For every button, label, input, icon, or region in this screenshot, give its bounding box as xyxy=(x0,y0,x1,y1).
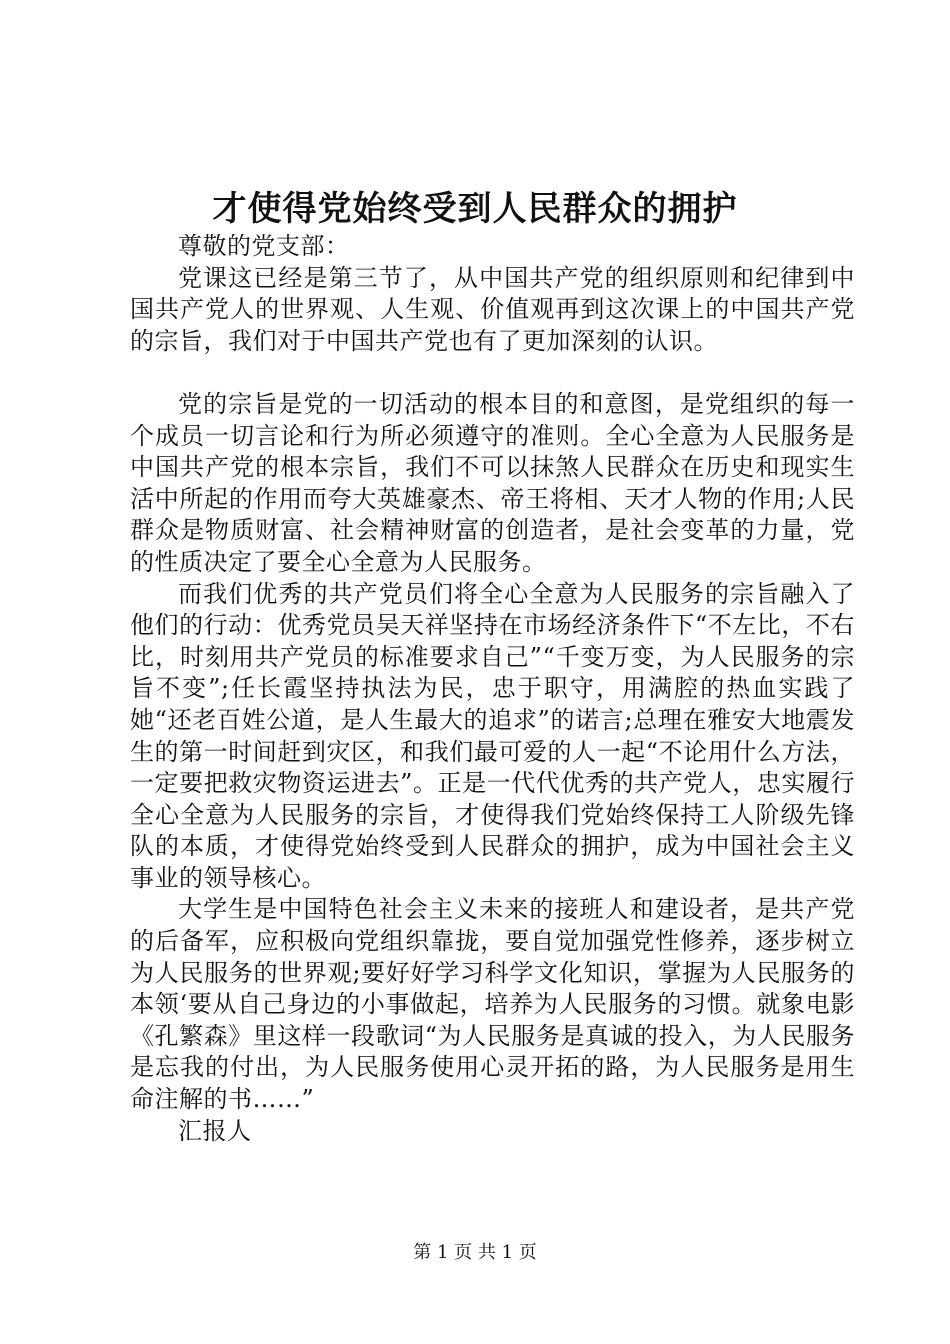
paragraph-3: 而我们优秀的共产党员们将全心全意为人民服务的宗旨融入了他们的行动：优秀党员吴天祥坚持在市场经济条件下“不左比，不右比，时刻用共产党员的标准要求自己”“千变万变，为人民服务的宗旨不变”;任长霞坚持执法为民，忠于职守，用满腔的热血实践了她“还老百姓公道，是人生最大的追求”的诺言;总理在雅安大地震发生的第一时间赶到灾区，和我们最可爱的人一起“不论用什么方法，一定要把救灾物资运进去”。正是一代代优秀的共产党人，忠实履行全心全意为人民服务的宗旨，才使得我们党始终保持工人阶级先锋队的本质，才使得党始终受到人民群众的拥护，成为中国社会主义事业的领导核心。 xyxy=(130,579,855,892)
document-title: 才使得党始终受到人民群众的拥护 xyxy=(212,189,738,229)
signature: 汇报人 xyxy=(178,1116,252,1145)
salutation: 尊敬的党支部： xyxy=(178,232,350,260)
paragraph-1: 党课这已经是第三节了，从中国共产党的组织原则和纪律到中国共产党人的世界观、人生观、价值观再到这次课上的中国共产党的宗旨，我们对于中国共产党也有了更加深刻的认识。 xyxy=(130,263,855,355)
page-footer: 第 1 页 共 1 页 xyxy=(413,1242,537,1263)
paragraph-4: 大学生是中国特色社会主义未来的接班人和建设者，是共产党的后备军，应积极向党组织靠拢，要自觉加强党性修养，逐步树立为人民服务的世界观;要好好学习科学文化知识，掌握为人民服务的本领‘要从自己身边的小事做起，培养为人民服务的习惯。就象电影《孔繁森》里这样一段歌词“为人民服务是真诚的投入，为人民服务是忘我的付出，为人民服务使用心灵开拓的路，为人民服务是用生命注解的书……” xyxy=(130,895,855,1114)
document-body xyxy=(130,231,855,1147)
paragraph-2: 党的宗旨是党的一切活动的根本目的和意图，是党组织的每一个成员一切言论和行为所必须遵守的准则。全心全意为人民服务是中国共产党的根本宗旨，我们不可以抹煞人民群众在历史和现实生活中所起的作用而夸大英雄豪杰、帝王将相、天才人物的作用;人民群众是物质财富、社会精神财富的创造者，是社会变革的力量，党的性质决定了要全心全意为人民服务。 xyxy=(130,389,855,576)
